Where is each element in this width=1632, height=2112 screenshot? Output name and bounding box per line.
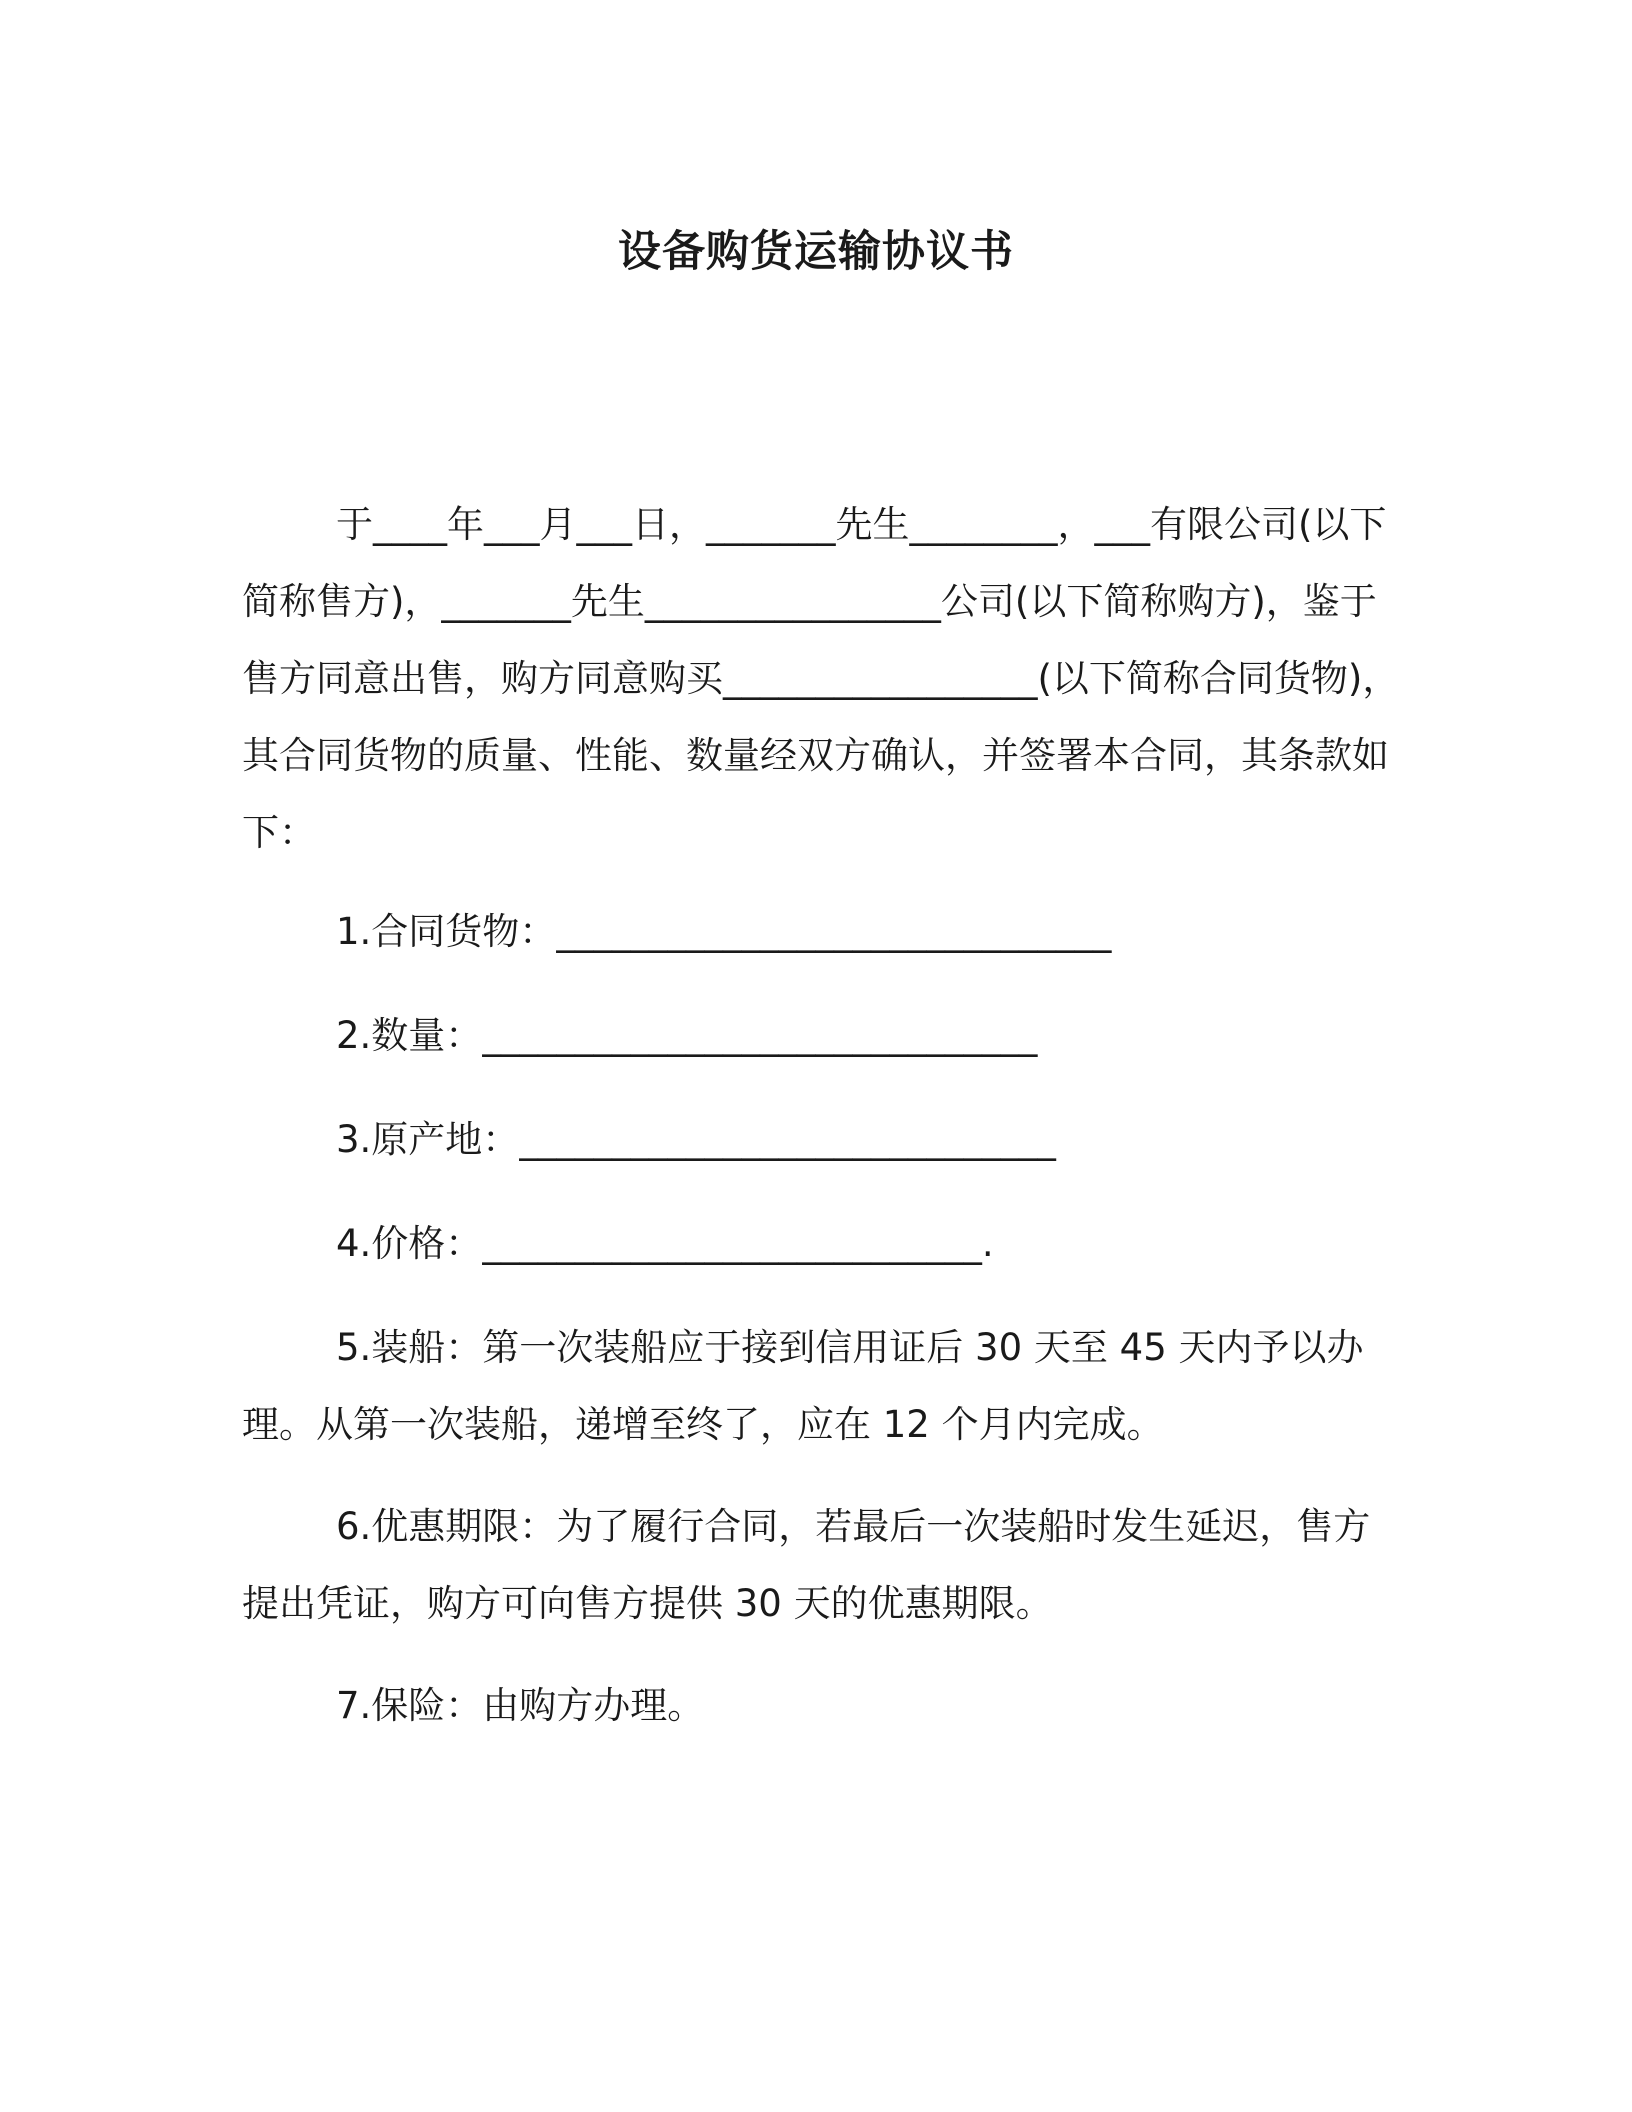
item-label: 1.合同货物： bbox=[336, 910, 557, 953]
clause-shipment: 5.装船：第一次装船应于接到信用证后 30 天至 45 天内予以办理。从第一次装船，递增至终了，应在 12 个月内完成。 bbox=[242, 1326, 1364, 1446]
item-label: 3.原产地： bbox=[336, 1118, 520, 1161]
item-label: 2.数量： bbox=[336, 1014, 483, 1057]
item-contract-goods bbox=[242, 893, 1402, 970]
fill-in-blank: ______________________________ bbox=[482, 1014, 1038, 1057]
clause-grace-period: 6.优惠期限：为了履行合同，若最后一次装船时发生延迟，售方提出凭证，购方可向售方提供 30 天的优惠期限。 bbox=[242, 1505, 1371, 1625]
item-label: 4.价格： bbox=[336, 1222, 483, 1265]
document-title: 设备购货运输协议书 bbox=[618, 227, 1014, 277]
fill-in-blank: ___________________________ bbox=[482, 1222, 982, 1265]
intro-paragraph: 于____年___月___日，_______先生________，___有限公司(以下简称售方)，_______先生________________公司(以下简称购方)，鉴于售方同意出售，购方同意购买_________________(以下简称合同货物)，其合同货物的质量、性能、数量经双方确认，并签署本合同，其条款如下： bbox=[242, 503, 1400, 854]
fill-in-blank: ______________________________ bbox=[556, 910, 1112, 953]
item-quantity bbox=[242, 997, 1402, 1074]
item-price bbox=[242, 1205, 1402, 1282]
item-suffix: . bbox=[981, 1222, 994, 1265]
fill-in-blank: _____________________________ bbox=[519, 1118, 1056, 1161]
document-body bbox=[242, 486, 1402, 1769]
item-origin bbox=[242, 1101, 1402, 1178]
clause-insurance: 7.保险：由购方办理。 bbox=[336, 1684, 705, 1727]
